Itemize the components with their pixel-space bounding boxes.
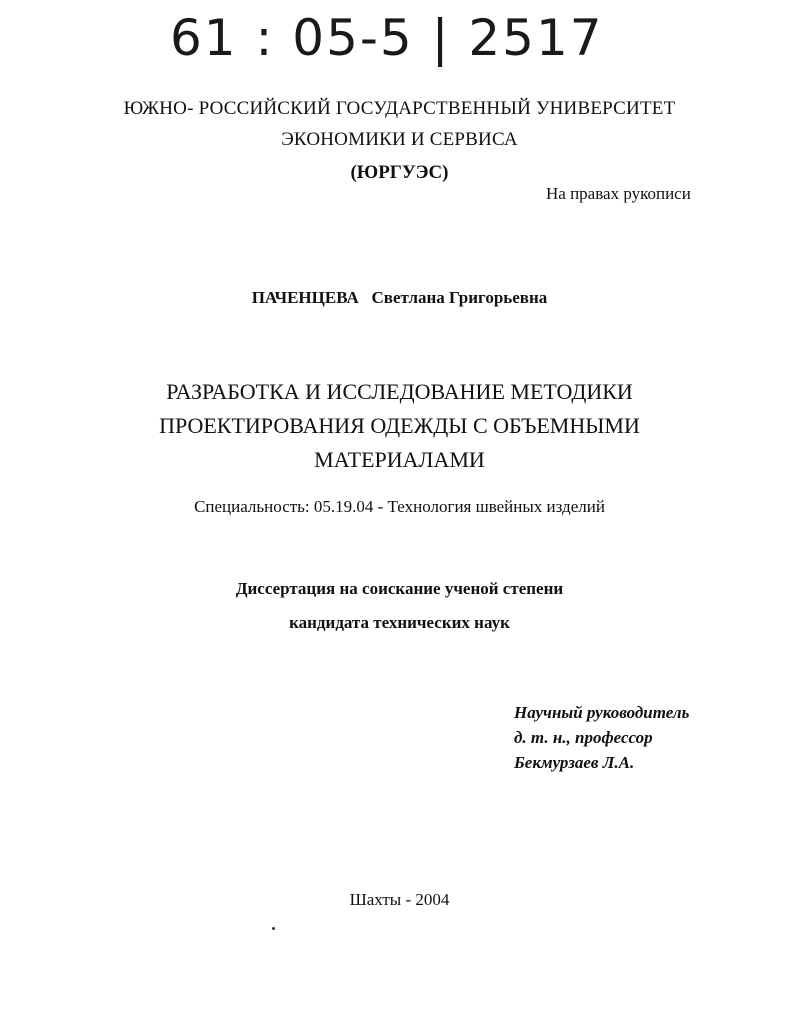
author-surname: ПАЧЕНЦЕВА bbox=[251, 288, 359, 307]
manuscript-rights-note: На правах рукописи bbox=[546, 184, 691, 203]
title-line2: ПРОЕКТИРОВАНИЯ ОДЕЖДЫ С ОБЪЕМНЫМИ bbox=[159, 413, 640, 438]
archive-mark-text: 61 : 05-5 | 2517 bbox=[170, 9, 604, 67]
university-abbreviation: (ЮРГУЭС) bbox=[350, 162, 449, 183]
title-line3: МАТЕРИАЛАМИ bbox=[314, 447, 485, 472]
university-name-line2: ЭКОНОМИКИ И СЕРВИСА bbox=[281, 129, 518, 150]
handwritten-archive-mark bbox=[150, 0, 650, 85]
scan-speck bbox=[272, 927, 275, 930]
author-given-names: Светлана Григорьевна bbox=[371, 288, 548, 307]
supervisor-role: Научный руководитель bbox=[514, 703, 690, 722]
dissertation-title bbox=[0, 375, 799, 477]
degree-line1: Диссертация на соискание ученой степени bbox=[235, 579, 564, 598]
university-name-line1: ЮЖНО- РОССИЙСКИЙ ГОСУДАРСТВЕННЫЙ УНИВЕРСИТЕТ bbox=[123, 98, 676, 119]
degree-statement bbox=[0, 572, 799, 640]
degree-line2: кандидата технических наук bbox=[289, 613, 510, 632]
supervisor-credentials: д. т. н., профессор bbox=[514, 728, 653, 747]
specialty: Специальность: 05.19.04 - Технология швейных изделий bbox=[194, 497, 605, 516]
city-year: Шахты - 2004 bbox=[349, 890, 450, 909]
author-name bbox=[0, 288, 799, 308]
title-line1: РАЗРАБОТКА И ИССЛЕДОВАНИЕ МЕТОДИКИ bbox=[166, 379, 633, 404]
supervisor-block bbox=[514, 700, 689, 775]
supervisor-name: Бекмурзаев Л.А. bbox=[514, 753, 635, 772]
